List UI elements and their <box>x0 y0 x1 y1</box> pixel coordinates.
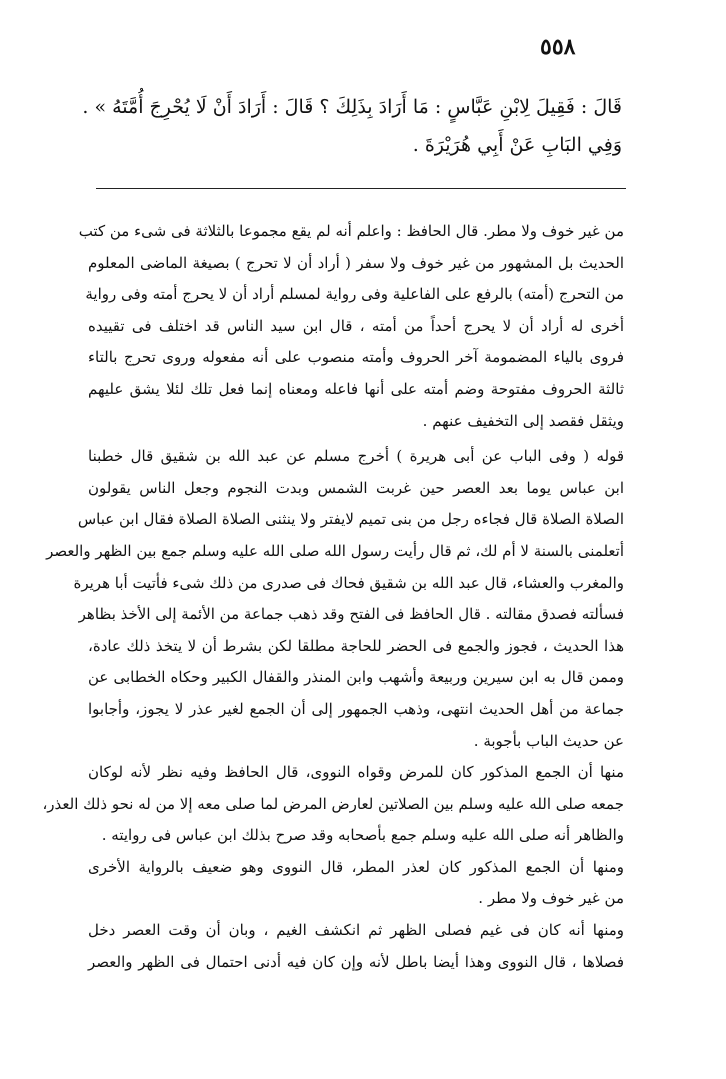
commentary <box>42 216 624 978</box>
text-line: ومنها أن الجمع المذكور كان لعذر المطر، قال النووى وهو ضعيف بالرواية الأخرى <box>88 857 624 876</box>
text-line: ومنها أنه كان فى غيم فصلى الظهر ثم انكشف الغيم ، وبان أن وقت العصر دخل <box>88 921 624 940</box>
text-line: فروى بالياء المضمومة آخر الحروف وأمته منصوب على أنه مفعوله وروى تحرج بالتاء <box>88 348 624 367</box>
text-line: ويثقل فقصد إلى التخفيف عنهم . <box>422 411 624 430</box>
text-line: ابن عباس يوما بعد العصر حين غربت الشمس وبدت النجوم وجعل الناس يقولون <box>88 478 624 497</box>
hadith-line: وَفِي البَابِ عَنْ أَبِي هُرَيْرَةَ . <box>412 134 622 156</box>
text-line: والظاهر أنه صلى الله عليه وسلم جمع بأصحابه وقد صرح بذلك ابن عباس فى روايته . <box>101 826 624 845</box>
text-line: فصلاها ، قال النووى وهذا أيضا باطل لأنه وإن كان فيه أدنى احتمال فى الظهر والعصر <box>88 952 624 971</box>
text-line: قوله ( وفى الباب عن أبى هريرة ) أخرج مسلم عن عبد الله بن شقيق قال خطبنا <box>88 447 624 466</box>
text-line: فسألته فصدق مقالته . قال الحافظ فى الفتح وقد ذهب جماعة من الأئمة إلى الأخذ بظاهر <box>78 605 624 624</box>
commentary-paragraph <box>78 216 624 437</box>
text-line: هذا الحديث ، فجوز والجمع فى الحضر للحاجة مطلقا لكن بشرط أن لا يتخذ ذلك عادة، <box>88 636 624 655</box>
commentary-paragraph <box>88 852 624 915</box>
page-number: ٥٥٨ <box>540 34 576 60</box>
text-line: ثالثة الحروف مفتوحة وضم أمته على أنها فاعله ومعناه إنما فعل تلك لئلا يشق عليهم <box>88 379 624 398</box>
hadith-text <box>82 88 622 164</box>
text-line: منها أن الجمع المذكور كان للمرض وقواه النووى، قال الحافظ وفيه نظر لأنه لوكان <box>88 763 624 782</box>
commentary-paragraph <box>42 757 624 852</box>
text-line: عن حديث الباب بأجوبة . <box>473 731 624 750</box>
text-line: والمغرب والعشاء، قال عبد الله بن شقيق فحاك فى صدرى من ذلك شىء فأتيت أبا هريرة <box>73 573 624 592</box>
text-line: جماعة من أهل الحديث انتهى، وذهب الجمهور إلى أن الجمع لغير عذر لا يجوز، وأجابوا <box>88 699 624 718</box>
text-line: أخرى له أراد أن لا يحرج أحداً من أمته ، قال ابن سيد الناس قد اختلف فى تقييده <box>88 316 624 335</box>
commentary-paragraph <box>88 915 624 978</box>
text-line: الحديث بل المشهور من غير خوف ولا سفر ( أراد أن لا تحرج ) بصيغة الماضى المعلوم <box>88 253 624 272</box>
text-line: وممن قال به ابن سيرين وربيعة وأشهب وابن المنذر والقفال الكبير وحكاه الخطابى عن <box>88 668 624 687</box>
commentary-paragraph <box>46 441 624 757</box>
text-line: الصلاة الصلاة قال فجاءه رجل من بنى تميم لايفتر ولا ينثنى الصلاة الصلاة فقال ابن عباس <box>77 510 624 529</box>
text-line: أتعلمنى بالسنة لا أم لك، ثم قال رأيت رسول الله صلى الله عليه وسلم جمع بين الظهر والعصر <box>46 541 624 560</box>
separator-rule <box>96 188 626 189</box>
text-line: من غير خوف ولا مطر. قال الحافظ : واعلم أنه لم يقع مجموعا بالثلاثة فى شىء من كتب <box>78 222 624 240</box>
text-line: جمعه صلى الله عليه وسلم بين الصلاتين لعارض المرض لما صلى معه إلا من له نحو ذلك العذر، <box>42 794 624 813</box>
text-line: من التحرج (أمته) بالرفع على الفاعلية وفى رواية لمسلم أراد أن لا يحرج أمته وفى رواية <box>85 285 624 304</box>
text-line: من غير خوف ولا مطر . <box>478 889 624 908</box>
hadith-line: قَالَ : فَقِيلَ لِابْنِ عَبَّاسٍ : مَا أَرَادَ بِذَلِكَ ؟ قَالَ : أَرَادَ أَنْ لَا يُحْرِجَ أُمَّتَهُ » . <box>82 96 622 118</box>
